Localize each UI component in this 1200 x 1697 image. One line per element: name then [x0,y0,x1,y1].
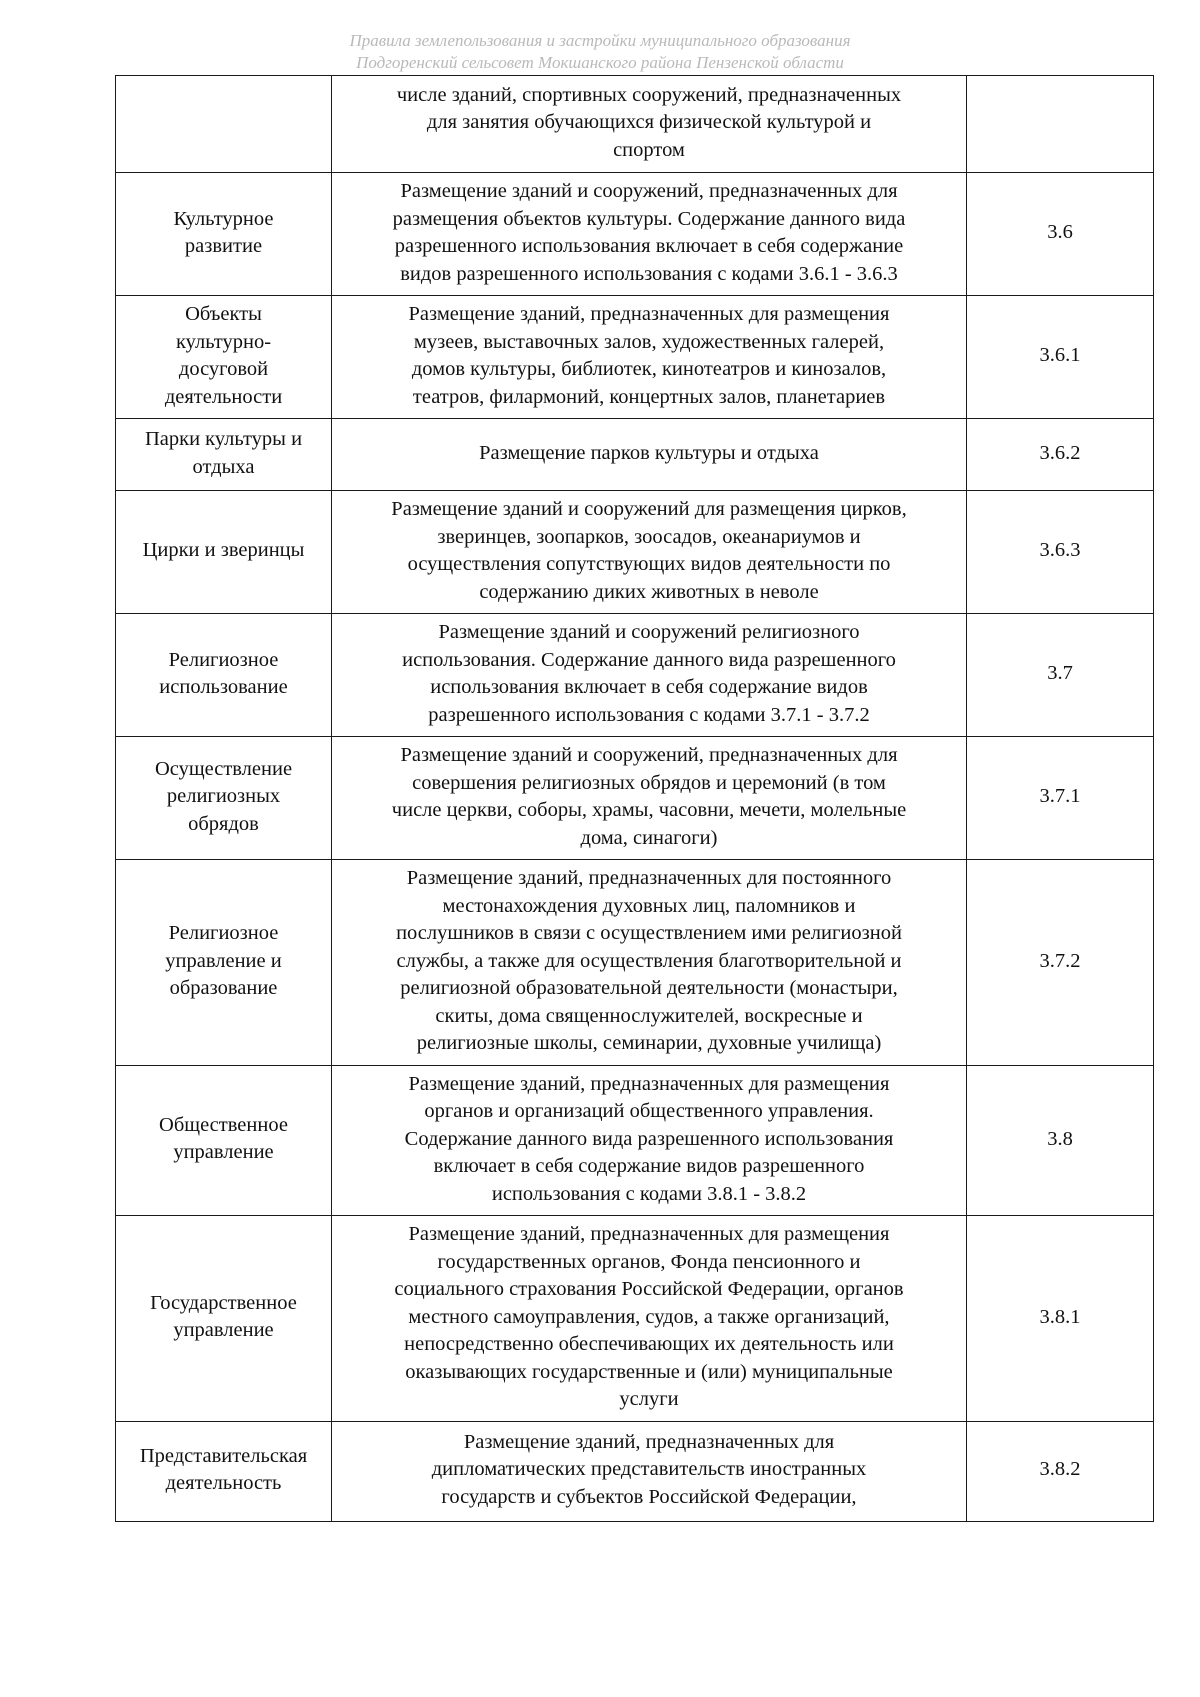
use-type-description-cell [332,173,967,296]
use-type-description-line: местонахождения духовных лиц, паломников и [442,894,856,917]
use-type-description-cell [332,860,967,1066]
use-type-description-line: содержанию диких животных в неволе [479,580,819,603]
use-type-description-line: использования с кодами 3.8.1 - 3.8.2 [491,1182,807,1205]
use-type-description-line: Размещение зданий и сооружений для размещения цирков, [391,498,907,520]
table-row [116,1216,1154,1422]
use-type-description-line: музеев, выставочных залов, художественных галерей, [413,330,885,353]
use-type-name-line: отдыха [192,455,255,478]
use-type-description-line: использования включает в себя содержание видов [430,676,868,698]
use-type-name-line: Объекты [185,303,262,325]
use-type-name-line: Цирки и зверинцы [142,539,305,562]
use-type-description-line: дипломатических представительств иностранных [431,1458,867,1481]
use-type-description-line: разрешенного использования с кодами 3.7.1 - 3.7.2 [428,703,870,726]
use-type-description-line: театров, филармоний, концертных залов, планетариев [412,385,886,408]
table-row [116,737,1154,860]
use-type-description-cell [332,491,967,614]
use-type-name-line: управление [173,1319,274,1342]
use-type-name-cell [116,614,332,737]
use-type-name-cell [116,1216,332,1422]
use-type-description-line: Размещение зданий, предназначенных для размещения [408,303,890,325]
use-type-description-line: совершения религиозных обрядов и церемоний (в том [412,771,886,794]
use-type-name-cell [116,173,332,296]
table-body [116,76,1154,1522]
table-row [116,419,1154,491]
use-type-description-line: Размещение зданий и сооружений религиозного [438,621,860,643]
use-type-description-cell [332,737,967,860]
land-use-table [115,75,1154,1522]
table-row [116,860,1154,1066]
table-row [116,76,1154,173]
use-type-name-line: культурно- [175,330,272,353]
use-type-description-line: органов и организаций общественного управления. [424,1100,874,1122]
use-type-name-line: Культурное [173,207,274,230]
table-row [116,1065,1154,1216]
use-type-description-line: разрешенного использования включает в себя содержание [394,235,904,257]
use-type-name-line: деятельность [165,1472,282,1494]
use-type-description-line: осуществления сопутствующих видов деятельности по [407,553,891,575]
use-type-code-cell: 3.6.2 [967,419,1154,491]
use-type-name-cell [116,860,332,1066]
use-type-description-line: Содержание данного вида разрешенного использования [404,1127,894,1150]
use-type-code-cell: 3.7.1 [967,737,1154,860]
use-type-name-line: Осуществление [154,757,293,780]
use-type-description-line: размещения объектов культуры. Содержание данного вида [392,207,906,230]
use-type-code-cell: 3.8.2 [967,1421,1154,1521]
use-type-description-cell [332,419,967,491]
use-type-description-line: Размещение зданий, предназначенных для размещения [408,1223,890,1245]
use-type-code-cell: 3.6 [967,173,1154,296]
use-type-description-line: числе зданий, спортивных сооружений, предназначенных [396,83,902,106]
use-type-description-line: Размещение зданий и сооружений, предназначенных для [400,180,898,202]
use-type-name-line: образование [169,977,278,999]
use-type-name-cell [116,737,332,860]
use-type-description-cell [332,296,967,419]
use-type-description-line: дома, синагоги) [580,826,718,849]
use-type-description-cell [332,1216,967,1422]
use-type-description-cell [332,76,967,173]
use-type-description-line: местного самоуправления, судов, а также организаций, [408,1305,890,1328]
use-type-name-cell [116,1065,332,1216]
use-type-description-line: государств и субъектов Российской Федерации, [441,1485,857,1508]
use-type-code-cell [967,76,1154,173]
use-type-description-line: религиозной образовательной деятельности (монастыри, [400,977,898,999]
use-type-name-cell [116,1421,332,1521]
use-type-name-line: использование [159,676,288,698]
use-type-name-line: религиозных [166,785,281,808]
use-type-code-cell: 3.8.1 [967,1216,1154,1422]
table-row [116,614,1154,737]
use-type-description-line: спортом [613,138,685,161]
table-row [116,491,1154,614]
use-type-description-cell [332,1421,967,1521]
use-type-description-line: религиозные школы, семинарии, духовные училища) [416,1032,882,1054]
use-type-code-cell: 3.6.1 [967,296,1154,419]
use-type-description-line: Размещение парков культуры и отдыха [479,441,819,464]
use-type-description-line: непосредственно обеспечивающих их деятельность или [404,1333,894,1355]
use-type-description-line: послушников в связи с осуществлением ими религиозной [396,922,902,944]
use-type-description-cell [332,614,967,737]
use-type-description-cell [332,1065,967,1216]
page-header-line-1: Правила землепользования и застройки муниципального образования [349,31,851,50]
use-type-name-line: Государственное [150,1291,297,1314]
table-row [116,296,1154,419]
use-type-description-line: видов разрешенного использования с кодами 3.6.1 - 3.6.3 [400,262,898,285]
use-type-description-line: службы, а также для осуществления благотворительной и [396,949,902,972]
use-type-name-line: Религиозное [168,648,279,671]
use-type-code-cell: 3.7.2 [967,860,1154,1066]
use-type-description-line: домов культуры, библиотек, кинотеатров и кинозалов, [411,358,887,380]
use-type-name-cell [116,296,332,419]
use-type-description-line: государственных органов, Фонда пенсионного и [437,1250,861,1273]
page-header [0,30,1200,74]
use-type-name-line: Парки культуры и [144,428,303,450]
use-type-description-line: скиты, дома священнослужителей, воскресные и [435,1004,863,1027]
use-type-name-line: Представительская [139,1444,308,1467]
use-type-name-line: Общественное [159,1113,288,1136]
use-type-description-line: для занятия обучающихся физической культурой и [426,111,872,134]
use-type-name-cell [116,419,332,491]
table-row [116,1421,1154,1521]
use-type-description-line: числе церкви, соборы, храмы, часовни, мечети, молельные [391,799,907,821]
use-type-name-line: развитие [184,235,263,257]
table-row [116,173,1154,296]
use-type-name-line: Религиозное [168,922,279,944]
use-type-name-line: деятельности [164,385,283,408]
use-type-code-cell: 3.7 [967,614,1154,737]
use-type-name-line: управление [173,1141,274,1164]
use-type-name-line: обрядов [188,812,259,835]
use-type-name-cell [116,76,332,173]
use-type-description-line: включает в себя содержание видов разрешенного [433,1155,865,1177]
use-type-code-cell: 3.6.3 [967,491,1154,614]
use-type-description-line: зверинцев, зоопарков, зоосадов, океанариумов и [437,525,861,548]
use-type-name-line: управление и [165,949,282,972]
use-type-description-line: использования. Содержание данного вида разрешенного [402,648,896,671]
use-type-code-cell: 3.8 [967,1065,1154,1216]
use-type-description-line: услуги [619,1388,679,1410]
use-type-description-line: оказывающих государственные и (или) муниципальные [405,1360,893,1383]
use-type-description-line: Размещение зданий, предназначенных для размещения [408,1072,890,1095]
page-header-line-2: Подгоренский сельсовет Мокшанского района Пензенской области [356,53,844,72]
use-type-description-line: Размещение зданий, предназначенных для постоянного [406,867,892,889]
use-type-name-line: досуговой [178,358,269,380]
use-type-description-line: социального страхования Российской Федерации, органов [394,1278,904,1300]
use-type-description-line: Размещение зданий, предназначенных для [463,1430,835,1453]
use-type-name-cell [116,491,332,614]
use-type-description-line: Размещение зданий и сооружений, предназначенных для [400,744,898,766]
